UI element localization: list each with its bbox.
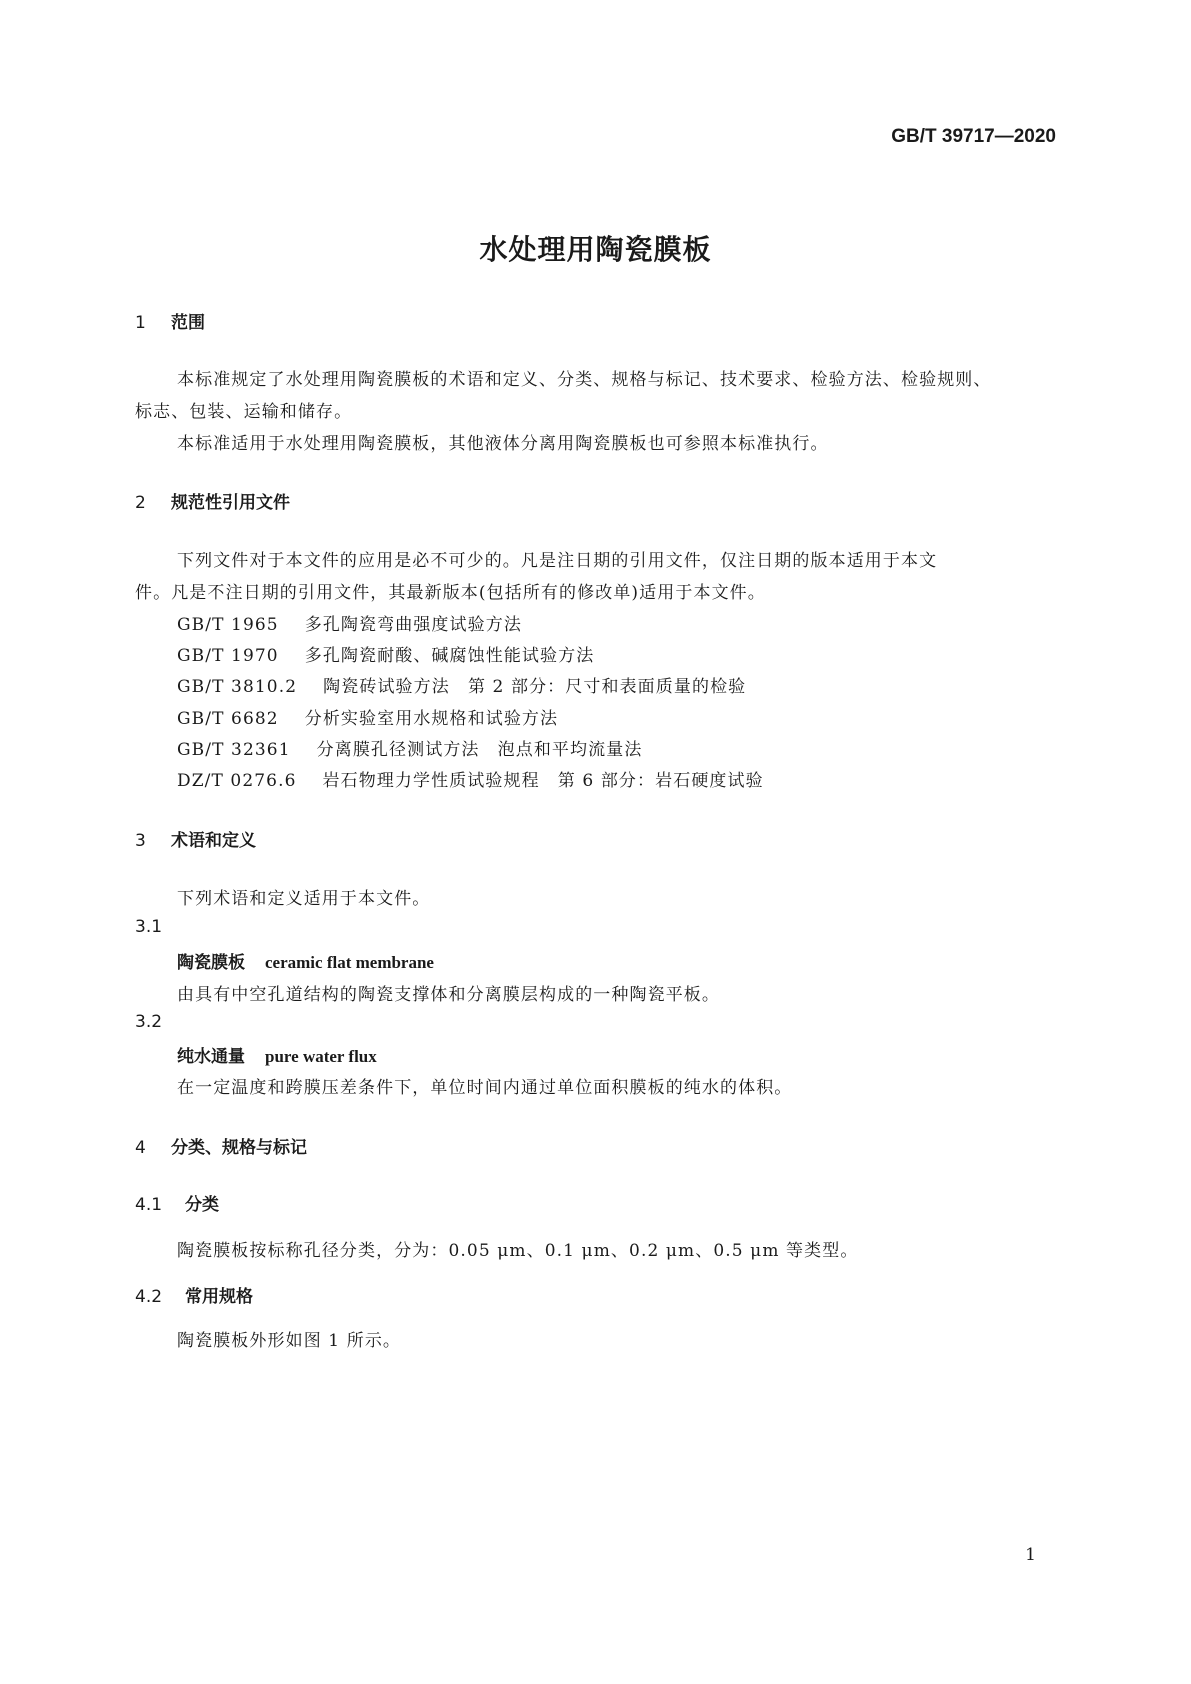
subsection-heading-classification xyxy=(135,1190,219,1215)
paragraph-line: 本标准规定了水处理用陶瓷膜板的术语和定义、分类、规格与标记、技术要求、检验方法、检验规则、 xyxy=(177,370,992,390)
reference-title: 岩石物理力学性质试验规程 第 6 部分：岩石硬度试验 xyxy=(322,771,764,791)
reference-code: GB/T 6682 xyxy=(177,709,279,729)
reference-title: 多孔陶瓷弯曲强度试验方法 xyxy=(304,615,522,635)
subsection-title: 常用规格 xyxy=(185,1287,253,1307)
paragraph: 下列术语和定义适用于本文件。 xyxy=(177,889,431,909)
term-en: ceramic flat membrane xyxy=(265,953,434,972)
reference-code: GB/T 1970 xyxy=(177,646,279,666)
reference-item xyxy=(177,704,558,729)
reference-title: 陶瓷砖试验方法 第 2 部分：尺寸和表面质量的检验 xyxy=(323,677,747,697)
page-number: 1 xyxy=(1025,1545,1036,1565)
section-heading-scope xyxy=(135,308,205,333)
reference-item xyxy=(177,610,522,635)
paragraph: 陶瓷膜板按标称孔径分类，分为：0.05 μm、0.1 μm、0.2 μm、0.5 μm 等类型。 xyxy=(177,1241,859,1261)
page-title: 水处理用陶瓷膜板 xyxy=(479,233,712,266)
term-zh: 陶瓷膜板 xyxy=(177,953,245,973)
section-heading-terms-definitions xyxy=(135,826,256,851)
reference-code: GB/T 1965 xyxy=(177,615,279,635)
reference-item xyxy=(177,735,642,760)
reference-code: DZ/T 0276.6 xyxy=(177,771,297,791)
section-heading-classification xyxy=(135,1133,307,1158)
reference-title: 分离膜孔径测试方法 泡点和平均流量法 xyxy=(316,740,643,760)
paragraph-line: 下列文件对于本文件的应用是必不可少的。凡是注日期的引用文件，仅注日期的版本适用于本文 xyxy=(177,551,938,571)
term-en: pure water flux xyxy=(265,1047,377,1066)
section-heading-normative-references xyxy=(135,488,290,513)
paragraph: 本标准适用于水处理用陶瓷膜板，其他液体分离用陶瓷膜板也可参照本标准执行。 xyxy=(177,434,829,454)
term-number: 3.1 xyxy=(135,917,163,937)
term-zh: 纯水通量 xyxy=(177,1047,245,1067)
subsection-number: 4.2 xyxy=(135,1287,163,1307)
reference-code: GB/T 3810.2 xyxy=(177,677,298,697)
reference-title: 多孔陶瓷耐酸、碱腐蚀性能试验方法 xyxy=(304,646,595,666)
subsection-heading-common-specs xyxy=(135,1282,253,1307)
subsection-number: 4.1 xyxy=(135,1195,163,1215)
term-number: 3.2 xyxy=(135,1012,163,1032)
section-number: 1 xyxy=(135,313,146,333)
term-definition: 在一定温度和跨膜压差条件下，单位时间内通过单位面积膜板的纯水的体积。 xyxy=(177,1078,793,1098)
paragraph-line: 件。凡是不注日期的引用文件，其最新版本(包括所有的修改单)适用于本文件。 xyxy=(135,583,766,603)
paragraph-line: 标志、包装、运输和储存。 xyxy=(135,402,353,422)
section-number: 3 xyxy=(135,831,146,851)
subsection-title: 分类 xyxy=(185,1195,219,1215)
section-title: 规范性引用文件 xyxy=(171,493,290,513)
document-number: GB/T 39717—2020 xyxy=(891,126,1056,147)
paragraph: 陶瓷膜板外形如图 1 所示。 xyxy=(177,1331,402,1351)
section-number: 4 xyxy=(135,1138,146,1158)
section-title: 术语和定义 xyxy=(171,831,256,851)
reference-title: 分析实验室用水规格和试验方法 xyxy=(304,709,559,729)
reference-item xyxy=(177,672,746,697)
reference-item xyxy=(177,641,594,666)
term-entry xyxy=(177,948,434,973)
term-entry xyxy=(177,1042,377,1067)
term-definition: 由具有中空孔道结构的陶瓷支撑体和分离膜层构成的一种陶瓷平板。 xyxy=(177,985,720,1005)
section-title: 分类、规格与标记 xyxy=(171,1138,307,1158)
reference-code: GB/T 32361 xyxy=(177,740,291,760)
reference-item xyxy=(177,766,764,791)
section-number: 2 xyxy=(135,493,146,513)
section-title: 范围 xyxy=(171,313,205,333)
